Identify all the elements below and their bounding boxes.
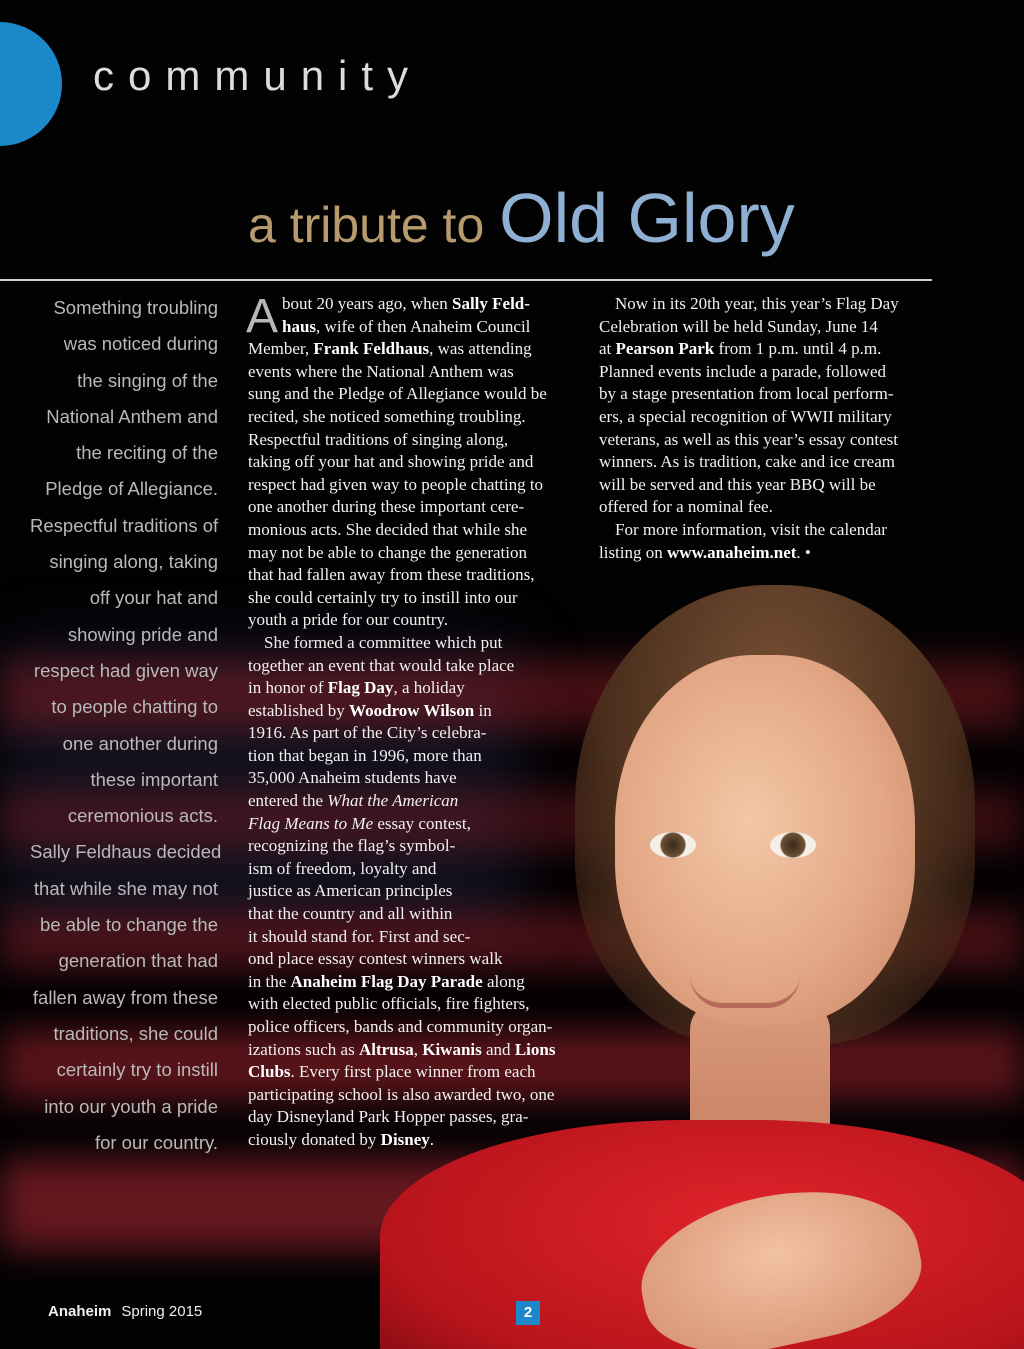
drop-cap: A: [246, 290, 279, 343]
text-line: she could certainly try to instill into our: [248, 587, 518, 607]
magazine-name: Anaheim: [48, 1303, 112, 1320]
article-column-2: [599, 293, 929, 564]
text-run: in the: [248, 971, 291, 991]
article-paragraph: [599, 293, 929, 519]
text-line: police officers, bands and community organ-: [248, 1017, 553, 1036]
place-pearson-park: Pearson Park: [615, 339, 715, 359]
text-line: will be served and this year BBQ will be: [599, 474, 876, 494]
term-flag-day: Flag Day: [327, 678, 394, 698]
pull-quote-line: fallen away from these: [32, 986, 218, 1008]
text-line: participating school is also awarded two, one: [248, 1084, 555, 1104]
text-run: at: [599, 339, 616, 359]
text-line: Celebration will be held Sunday, June 14: [599, 316, 878, 336]
text-line: by a stage presentation from local perform-: [599, 384, 894, 404]
essay-title: What the American: [327, 791, 459, 811]
text-run: ciously donated by: [248, 1129, 381, 1149]
text-run: established by: [248, 700, 350, 720]
text-line: ers, a special recognition of WWII military: [599, 406, 892, 426]
text-run: listing on: [599, 542, 668, 562]
text-run: izations such as: [248, 1039, 359, 1059]
text-run: bout 20 years ago, when: [282, 294, 452, 313]
pull-quote-line: certainly try to instill: [56, 1059, 218, 1081]
pull-quote-line: showing pride and: [67, 623, 218, 645]
text-line: one another during these important cere-: [248, 497, 525, 517]
pull-quote-line: off your hat and: [89, 587, 218, 609]
org-lions-cont: Clubs: [248, 1062, 291, 1082]
girl-eye: [770, 832, 816, 858]
article-paragraph: [248, 632, 588, 1152]
page-footer: [48, 1303, 202, 1320]
text-line: day Disneyland Park Hopper passes, gra-: [248, 1107, 529, 1127]
pull-quote-line: into our youth a pride: [44, 1095, 218, 1117]
article-column-1: [246, 290, 588, 1152]
text-line: may not be able to change the generation: [248, 542, 527, 562]
org-altrusa: Altrusa: [358, 1039, 414, 1059]
pull-quote-line: Sally Feldhaus decided: [30, 841, 222, 863]
text-line: together an event that would take place: [248, 655, 515, 675]
title-main: Old Glory: [499, 179, 795, 257]
text-line: that had fallen away from these traditions,: [248, 565, 535, 585]
text-run: entered the: [248, 791, 328, 811]
pull-quote: [30, 290, 222, 1161]
text-line: 1916. As part of the City’s celebra-: [248, 723, 487, 743]
article-paragraph: [599, 519, 929, 564]
term-flag-day-parade: Anaheim Flag Day Parade: [290, 971, 483, 991]
text-line: taking off your hat and showing pride and: [248, 452, 534, 472]
pull-quote-line: the singing of the: [77, 369, 218, 391]
header-rule: [0, 279, 932, 281]
text-line: offered for a nominal fee.: [599, 497, 773, 517]
text-line: tion that began in 1996, more than: [248, 745, 482, 765]
pull-quote-line: singing along, taking: [49, 551, 218, 573]
article-title: [248, 178, 795, 258]
text-line: youth a pride for our country.: [248, 610, 449, 630]
text-line: justice as American principles: [248, 881, 453, 901]
pull-quote-line: the reciting of the: [76, 442, 218, 464]
section-label: community: [93, 52, 423, 99]
text-run: from 1 p.m. until 4 p.m.: [714, 339, 882, 359]
text-line: events where the National Anthem was: [248, 361, 514, 381]
name-sally-feldhaus-cont: haus: [282, 316, 317, 336]
pull-quote-line: Pledge of Allegiance.: [45, 478, 218, 500]
pull-quote-line: generation that had: [58, 950, 218, 972]
text-line: that the country and all within: [248, 904, 453, 924]
pull-quote-line: Something troubling: [53, 297, 218, 318]
text-line: Planned events include a parade, followed: [599, 361, 887, 381]
title-prefix: a tribute to: [248, 197, 485, 253]
org-kiwanis: Kiwanis: [422, 1039, 482, 1059]
text-run: .: [429, 1129, 435, 1149]
text-run: Member,: [248, 339, 314, 359]
name-frank-feldhaus: Frank Feldhaus: [313, 339, 430, 359]
text-run: , was attending: [429, 339, 532, 359]
text-run: and: [481, 1039, 515, 1059]
text-line: Now in its 20th year, this year’s Flag Day: [615, 294, 899, 313]
text-line: recited, she noticed something troubling.: [248, 406, 526, 426]
pull-quote-line: one another during: [62, 732, 218, 754]
text-line: winners. As is tradition, cake and ice cream: [599, 452, 895, 472]
pull-quote-line: for our country.: [94, 1131, 218, 1153]
text-run: . •: [796, 542, 811, 562]
text-line: with elected public officials, fire fighters,: [248, 994, 530, 1014]
pull-quote-line: respect had given way: [33, 659, 218, 681]
pull-quote-line: was noticed during: [63, 333, 218, 355]
text-line: Respectful traditions of singing along,: [248, 429, 509, 449]
pull-quote-line: ceremonious acts.: [67, 805, 218, 827]
girl-smile: [690, 975, 800, 1008]
pull-quote-line: these important: [90, 768, 218, 790]
text-line: respect had given way to people chatting to: [248, 474, 544, 494]
pull-quote-line: to people chatting to: [51, 696, 218, 718]
girl-eye: [650, 832, 696, 858]
org-disney: Disney: [380, 1129, 430, 1149]
pull-quote-line: be able to change the: [40, 914, 218, 936]
pull-quote-line: traditions, she could: [53, 1022, 218, 1044]
text-run: ,: [413, 1039, 423, 1059]
text-run: , a holiday: [393, 678, 465, 698]
text-run: in honor of: [248, 678, 328, 698]
text-line: it should stand for. First and sec-: [248, 926, 471, 946]
pull-quote-line: National Anthem and: [46, 405, 218, 427]
text-line: veterans, as well as this year’s essay contest: [599, 429, 898, 449]
text-run: , wife of then Anaheim Council: [316, 316, 531, 336]
name-woodrow-wilson: Woodrow Wilson: [349, 700, 475, 720]
text-run: essay contest,: [373, 813, 471, 833]
text-run: . Every first place winner from each: [290, 1062, 536, 1082]
text-line: She formed a committee which put: [264, 632, 503, 652]
text-line: 35,000 Anaheim students have: [248, 768, 457, 788]
website-link[interactable]: www.anaheim.net: [667, 542, 797, 562]
pull-quote-line: that while she may not: [33, 877, 218, 899]
text-run: along: [482, 971, 525, 991]
text-line: ond place essay contest winners walk: [248, 949, 503, 969]
pull-quote-line: Respectful traditions of: [30, 514, 219, 536]
text-line: recognizing the flag’s symbol-: [248, 836, 456, 856]
essay-title-cont: Flag Means to Me: [248, 813, 374, 833]
org-lions: Lions: [514, 1039, 556, 1059]
text-line: ism of freedom, loyalty and: [248, 858, 437, 878]
text-line: sung and the Pledge of Allegiance would be: [248, 384, 547, 404]
page-number: 2: [516, 1301, 540, 1325]
text-line: monious acts. She decided that while she: [248, 519, 528, 539]
article-paragraph: [246, 290, 588, 632]
text-line: For more information, visit the calendar: [615, 519, 887, 539]
text-run: in: [474, 700, 492, 720]
issue-date: Spring 2015: [121, 1303, 203, 1320]
name-sally-feldhaus: Sally Feld-: [451, 294, 530, 313]
